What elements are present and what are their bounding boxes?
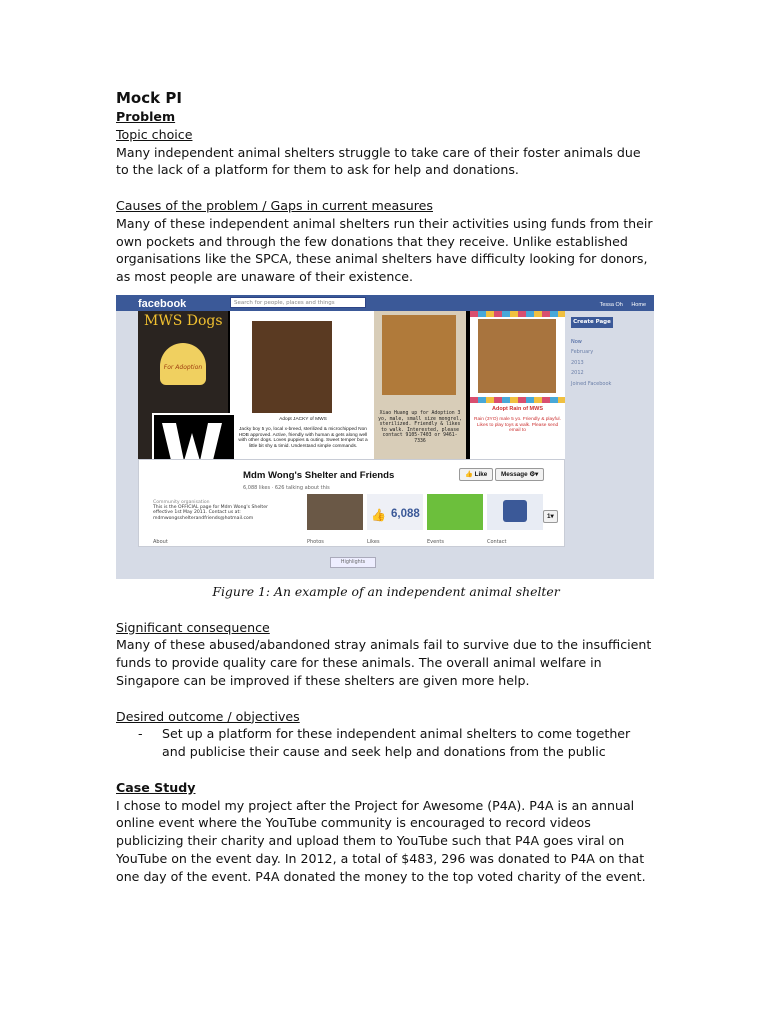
home-link: Home	[631, 301, 646, 308]
timeline-nav	[571, 337, 641, 390]
outcome-heading: Desired outcome / objectives	[116, 708, 300, 724]
outcome-bullet	[116, 725, 656, 761]
about-line: Community organisation	[153, 499, 210, 505]
jacky-poster-text: Jacky boy 5 yo, local x-breed, sterilized & microchipped Non HDB approved. Active, friendly with human & gets along well with other dogs. Loves puppies & outing. Sweet temper but a little bit shy & timid. Understand simple commands.	[238, 426, 368, 449]
case-line: I chose to model my project after the Project for Awesome (P4A). P4A is an annual	[116, 797, 635, 813]
facebook-user-nav	[593, 297, 646, 315]
for-adoption-label: For Adoption	[163, 363, 203, 371]
consequence-line: funds to provide quality care for these animals. The overall animal welfare in	[116, 655, 602, 671]
bullet-text	[162, 725, 630, 761]
topic-heading: Topic choice	[116, 126, 193, 142]
likes-label[interactable]: Likes	[367, 538, 380, 545]
causes-heading: Causes of the problem / Gaps in current measures	[116, 197, 433, 213]
facebook-page-screenshot	[116, 295, 654, 579]
doc-title: Mock PI	[116, 89, 182, 107]
xiao-huang-text: Xiao Huang up for Adoption 3 yo, male, small size mongrel, sterilized. Friendly & likes to walk. Interested, please contact 9105-7403 or 9461-7336	[378, 410, 462, 444]
rain-poster-text: Rain (3YO) male 5 yo. Friendly & playful. Likes to play toys & walk. Please send email to	[474, 416, 561, 434]
timeline-item[interactable]: February	[571, 349, 594, 356]
jacky-poster	[230, 311, 376, 459]
cover-photo	[138, 311, 565, 459]
contact-label[interactable]: Contact	[487, 538, 507, 545]
case-line: publicizing their charity and upload them to YouTube such that P4A goes viral on	[116, 833, 625, 849]
problem-heading: Problem	[116, 109, 176, 124]
rain-poster-heading: Adopt Rain of MWS	[491, 405, 544, 412]
dog-photo	[478, 319, 556, 393]
bunting-decoration	[470, 311, 565, 317]
timeline-item[interactable]: 2012	[571, 370, 584, 377]
facebook-top-bar	[116, 295, 654, 311]
create-page-button[interactable]: Create Page	[571, 317, 613, 328]
figure-caption: Figure 1: An example of an independent animal shelter	[212, 583, 560, 599]
photos-tile[interactable]	[307, 494, 363, 530]
bullet-line: Set up a platform for these independent animal shelters to come together	[162, 726, 631, 742]
bunting-decoration	[470, 397, 565, 403]
about-label[interactable]: About	[153, 538, 168, 545]
message-button[interactable]	[495, 468, 544, 481]
contact-icon	[503, 500, 527, 522]
page-stats: 6,088 likes · 626 talking about this	[243, 484, 330, 491]
about-line: This is the OFFICIAL page for Mdm Wong's Shelter	[153, 505, 268, 511]
events-tile[interactable]	[427, 494, 483, 530]
contact-tile[interactable]	[487, 494, 543, 530]
dog-photo	[382, 315, 456, 395]
highlights-button[interactable]: Highlights	[330, 557, 376, 568]
heart-icon	[160, 343, 206, 385]
more-button[interactable]	[543, 510, 558, 523]
about-line: effective 1st May 2011. Contact us at:	[153, 510, 241, 516]
user-name: Tessa Oh	[599, 301, 623, 308]
facebook-logo: facebook	[138, 297, 187, 310]
rain-poster	[470, 311, 565, 459]
consequence-line: Many of these abused/abandoned stray animals fail to survive due to the insufficient	[116, 637, 652, 653]
mws-dogs-text: MWS Dogs	[144, 312, 223, 329]
jacky-poster-heading: Adopt JACKY of MWS	[279, 416, 327, 422]
topic-line: Many independent animal shelters struggle to take care of their foster animals due	[116, 144, 641, 160]
document-body	[116, 88, 656, 886]
count-badge: 1	[547, 512, 551, 520]
gear-icon: ⚙▾	[529, 470, 539, 478]
page-info-card	[138, 459, 565, 547]
case-line: online event where the YouTube community is encouraged to record videos	[116, 815, 591, 831]
events-label[interactable]: Events	[427, 538, 444, 545]
causes-line: as most people are unaware of their existence.	[116, 269, 414, 285]
bullet-marker: -	[138, 726, 143, 742]
case-line: one day of the event. P4A donated the money to the top voted charity of the event.	[116, 868, 646, 884]
consequence-line: Singapore can be improved if these shelters are given more help.	[116, 672, 530, 688]
timeline-item[interactable]: Joined Facebook	[571, 380, 612, 387]
causes-line: organisations like the SPCA, these animal shelters have difficulty looking for donors,	[116, 251, 648, 267]
xiao-huang-poster	[374, 311, 466, 459]
facebook-search-input: Search for people, places and things	[230, 297, 366, 308]
about-section	[153, 500, 303, 521]
dog-photo	[252, 321, 332, 413]
timeline-item[interactable]: 2013	[571, 359, 584, 366]
bullet-line: and publicise their cause and seek help and donations from the public	[162, 744, 606, 760]
causes-line: own pockets and through the few donations that they receive. Unlike established	[116, 233, 628, 249]
about-line: mdmwongsshelterandfriends@hotmail.com	[153, 515, 254, 521]
message-label: Message	[501, 470, 528, 478]
thumbs-up-icon: 👍	[465, 470, 473, 478]
case-line: YouTube on the event day. In 2012, a total of $483, 296 was donated to P4A on that	[116, 850, 645, 866]
likes-count: 6,088	[391, 507, 420, 520]
case-study-heading: Case Study	[116, 779, 196, 795]
causes-line: Many of these independent animal shelters run their activities using funds from their	[116, 215, 653, 231]
chevron-down-icon: ▾	[550, 512, 554, 520]
like-button[interactable]	[459, 468, 493, 481]
photos-label[interactable]: Photos	[307, 538, 324, 545]
thumbs-up-icon: 👍	[371, 507, 386, 522]
timeline-item[interactable]: Now	[571, 338, 582, 345]
consequence-heading: Significant consequence	[116, 619, 270, 635]
like-label: Like	[474, 470, 488, 478]
page-name: Mdm Wong's Shelter and Friends	[243, 469, 395, 481]
topic-line: to the lack of a platform for them to ask for help and donations.	[116, 162, 519, 178]
